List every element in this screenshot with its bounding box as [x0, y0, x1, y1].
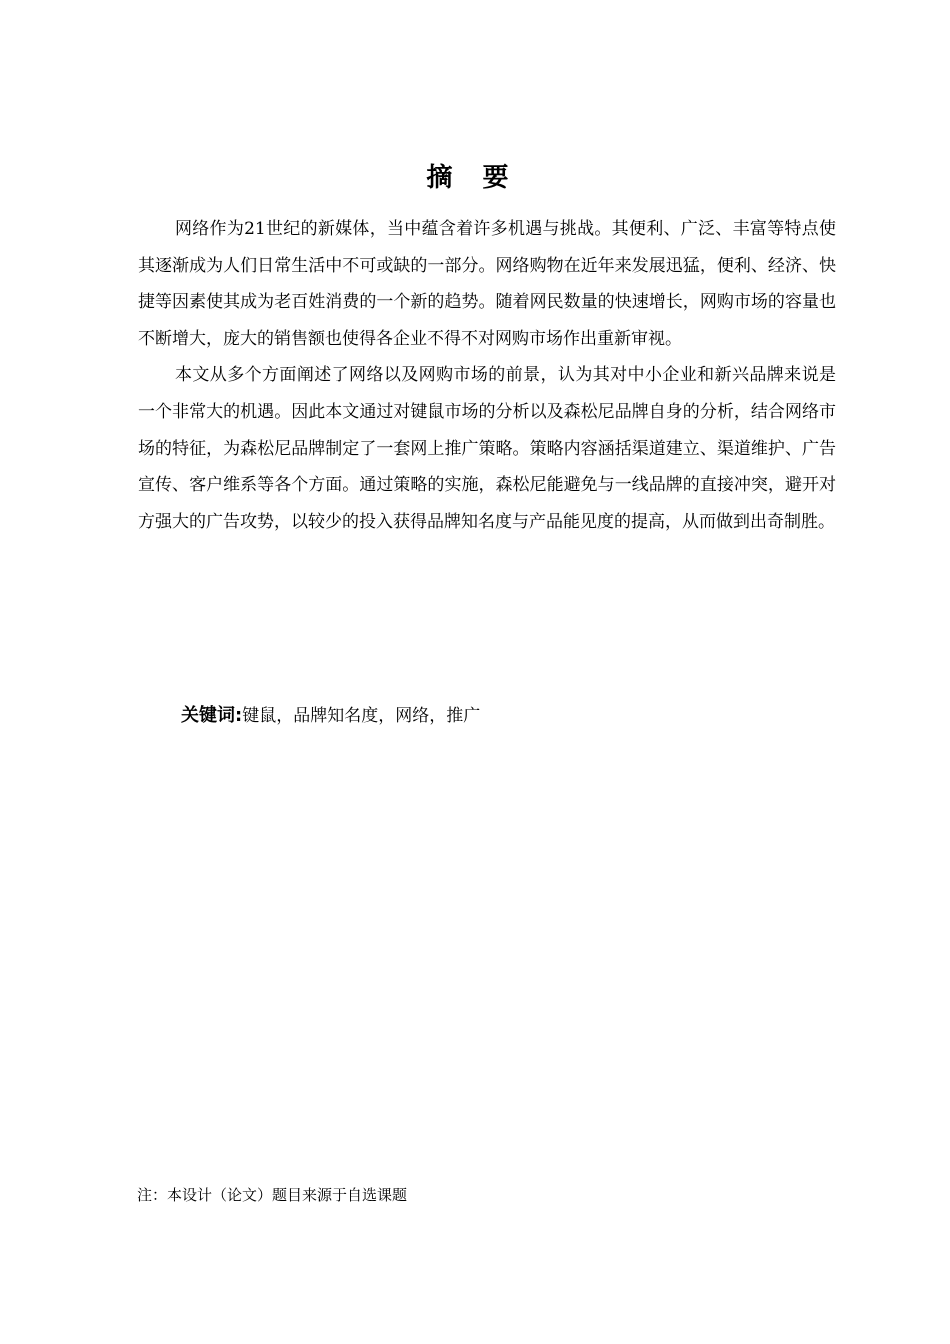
- abstract-title: 摘要: [426, 163, 539, 193]
- keywords-label: 关键词:: [181, 705, 243, 726]
- abstract-paragraph-2: 本文从多个方面阐述了网络以及网购市场的前景，认为其对中小企业和新兴品牌来说是一个非常大的机遇。因此本文通过对键鼠市场的分析以及森松尼品牌自身的分析，结合网络市场的特征，为森松尼品牌制定了一套网上推广策略。策略内容涵括渠道建立、渠道维护、广告宣传、客户维系等各个方面。通过策略的实施，森松尼能避免与一线品牌的直接冲突，避开对方强大的广告攻势，以较少的投入获得品牌知名度与产品能见度的提高，从而做到出奇制胜。: [138, 365, 836, 532]
- abstract-paragraph-1: 网络作为21世纪的新媒体，当中蕴含着许多机遇与挑战。其便利、广泛、丰富等特点使其逐渐成为人们日常生活中不可或缺的一部分。网络购物在近年来发展迅猛，便利、经济、快捷等因素使其成为老百姓消费的一个新的趋势。随着网民数量的快速增长，网购市场的容量也不断增大，庞大的销售额也使得各企业不得不对网购市场作出重新审视。: [138, 219, 836, 349]
- keywords-line: [181, 699, 480, 733]
- abstract-body: [138, 211, 836, 540]
- keywords-value: 键鼠，品牌知名度，网络，推广: [242, 706, 481, 726]
- footnote: 注：本设计（论文）题目来源于自选课题: [137, 1186, 408, 1204]
